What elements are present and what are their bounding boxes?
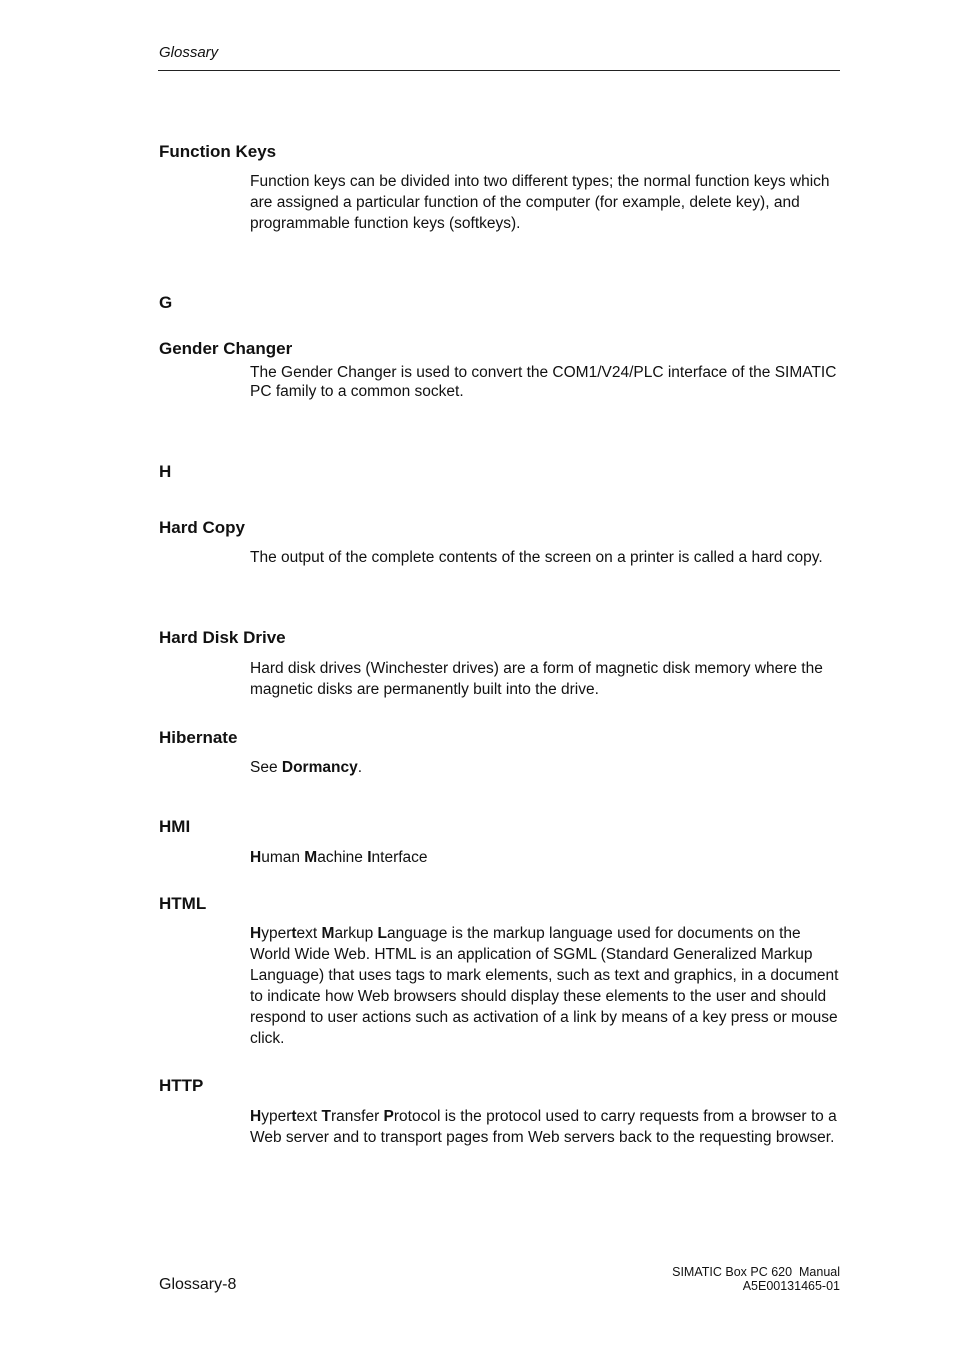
definition-text: is the markup language used for documents on the World Wide Web. HTML is an application of SGML (Standard Generalized Markup Language) that uses tags to mark elements, such as text and graphics, in a document to indicate how Web browsers should display these elements to the user and should respond to user actions such as activation of a link by means of a key press or mouse click. <box>250 925 839 1047</box>
acronym-letter: H <box>250 849 262 866</box>
definition-hibernate <box>250 757 842 778</box>
word-rest: ext <box>296 1108 322 1125</box>
word-rest: yper <box>261 925 292 942</box>
term-hmi: HMI <box>159 817 191 836</box>
term-hard-disk-drive: Hard Disk Drive <box>159 628 286 647</box>
see-suffix: . <box>357 759 363 776</box>
manual-title: SIMATIC Box PC 620 Manual <box>672 1265 840 1279</box>
definition-text: is the protocol used to carry requests from a browser to a Web server and to transport pages from Web servers back to the requesting browser. <box>250 1108 837 1146</box>
term-hard-copy: Hard Copy <box>159 518 245 537</box>
term-hibernate: Hibernate <box>159 728 238 747</box>
definition-hard-disk-drive: Hard disk drives (Winchester drives) are a form of magnetic disk memory where the magnetic disks are permanently built into the drive. <box>250 660 823 698</box>
see-prefix: See <box>250 759 282 776</box>
definition-http <box>250 1106 842 1148</box>
acronym-letter: I <box>367 849 372 866</box>
word-rest: nterface <box>371 849 428 866</box>
definition-html <box>250 923 842 1049</box>
running-header: Glossary <box>159 44 219 61</box>
term-html: HTML <box>159 894 207 913</box>
acronym-letter: H <box>250 1108 262 1125</box>
acronym-letter: M <box>304 849 318 866</box>
header-rule <box>158 70 840 71</box>
section-letter-h: H <box>159 462 172 481</box>
acronym-letter: t <box>291 925 297 942</box>
section-letter-g: G <box>159 293 173 312</box>
acronym-letter: M <box>321 925 335 942</box>
definition-gender-changer: The Gender Changer is used to convert the COM1/V24/PLC interface of the SIMATIC PC family to a common socket. <box>250 364 837 400</box>
term-http: HTTP <box>159 1076 204 1095</box>
acronym-letter: P <box>383 1108 394 1125</box>
term-gender-changer: Gender Changer <box>159 339 293 358</box>
footer-manual-info <box>672 1265 840 1293</box>
word-rest: arkup <box>334 925 378 942</box>
word-rest: ext <box>296 925 322 942</box>
definition-hmi <box>250 847 842 868</box>
word-rest: anguage <box>387 925 448 942</box>
acronym-letter: L <box>377 925 387 942</box>
word-rest: yper <box>261 1108 292 1125</box>
word-rest: rotocol <box>393 1108 441 1125</box>
word-rest: ransfer <box>330 1108 384 1125</box>
order-number: A5E00131465-01 <box>742 1279 840 1293</box>
word-rest: uman <box>261 849 305 866</box>
acronym-letter: T <box>321 1108 331 1125</box>
word-rest: achine <box>317 849 368 866</box>
page-number: Glossary-8 <box>159 1276 237 1293</box>
term-function-keys: Function Keys <box>159 142 277 161</box>
cross-reference-dormancy: Dormancy <box>281 759 358 776</box>
definition-hard-copy: The output of the complete contents of the screen on a printer is called a hard copy. <box>250 549 823 566</box>
definition-function-keys: Function keys can be divided into two different types; the normal function keys which are assigned a particular function of the computer (for example, delete key), and programmable function keys (softkeys). <box>250 173 830 232</box>
acronym-letter: t <box>291 1108 297 1125</box>
acronym-letter: H <box>250 925 262 942</box>
